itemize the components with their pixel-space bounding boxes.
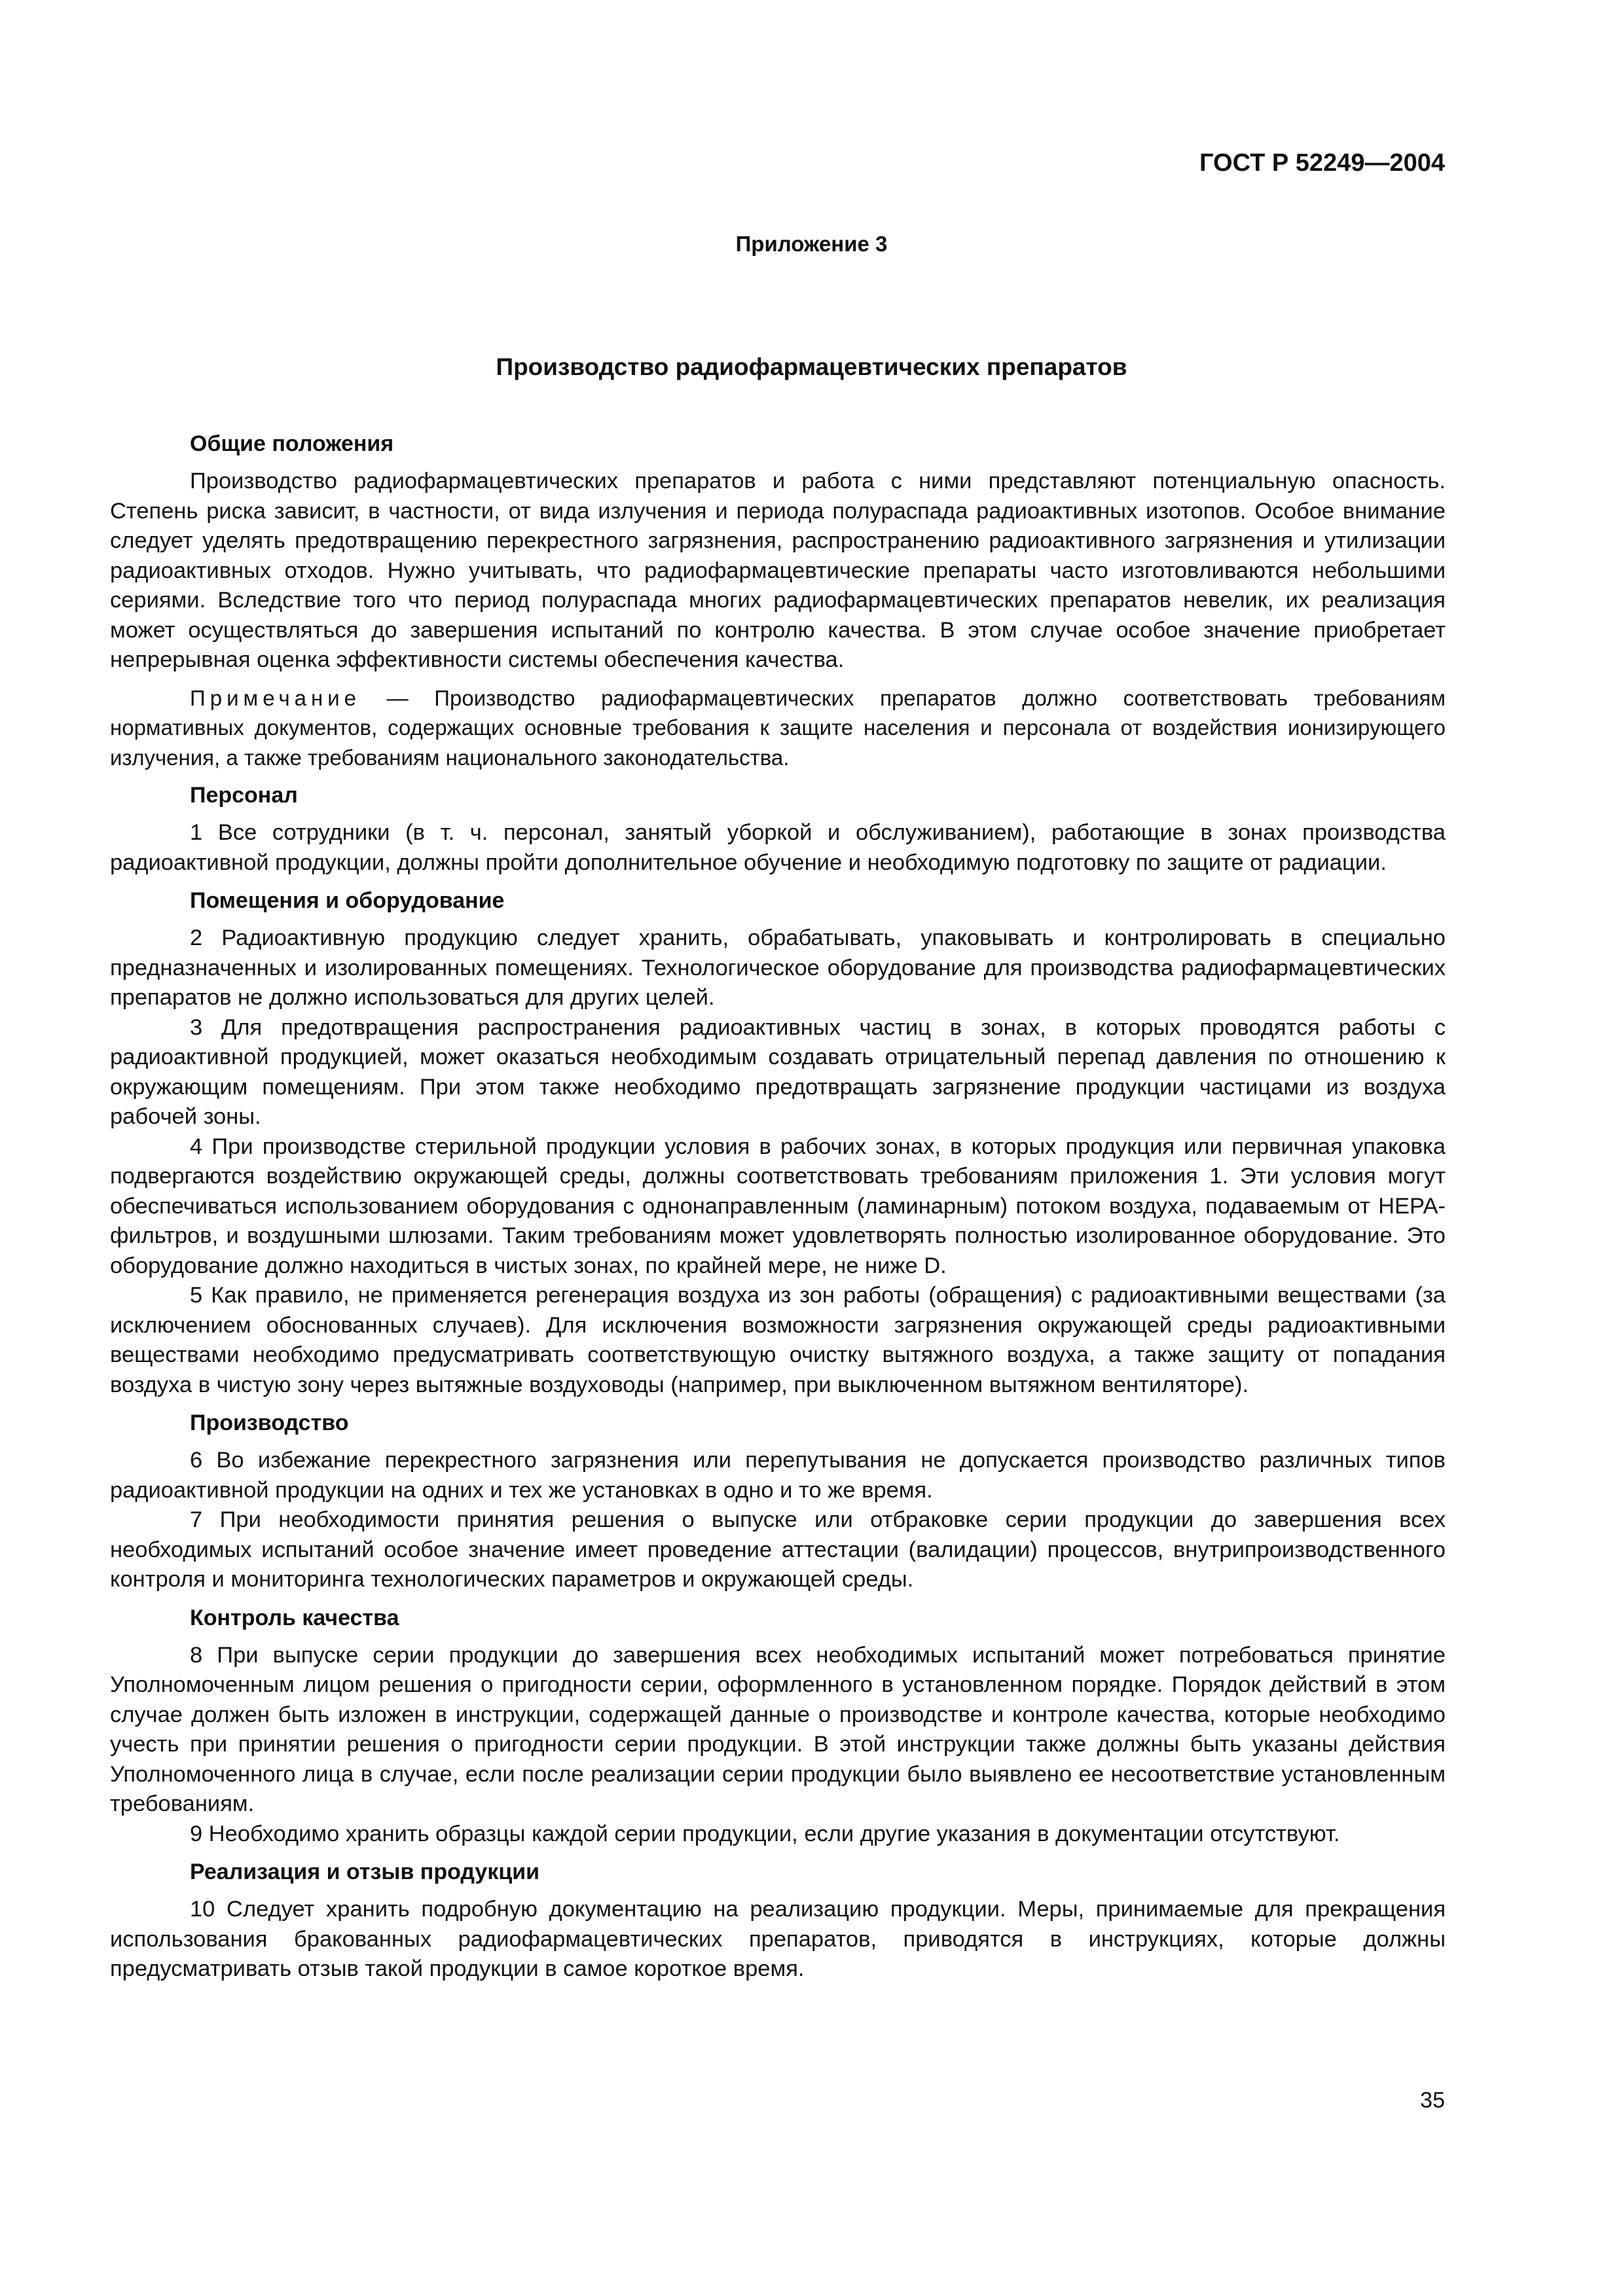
document-title: Производство радиофармацевтических препаратов: [496, 353, 1127, 380]
clause-7: 7 При необходимости принятия решения о выпуске или отбраковке серии продукции до завершения всех необходимых испытаний особое значение имеет проведение аттестации (валидации) процессов, внутрипроизводственного контроля и мониторинга технологических параметров и окружающей среды.: [110, 1507, 1446, 1592]
section-heading: Производство: [190, 1410, 349, 1435]
section-general: [110, 429, 1446, 772]
section-heading: Персонал: [190, 783, 298, 808]
appendix-label: Приложение 3: [735, 232, 888, 256]
section-heading: Контроль качества: [190, 1605, 399, 1630]
section-heading: Общие положения: [190, 431, 394, 456]
clause-3: 3 Для предотвращения распространения радиоактивных частиц в зонах, в которых проводятся работы с радиоактивной продукцией, может оказаться необходимым создавать отрицательный перепад давления по отношению к окружающим помещениям. При этом также необходимо предотвращать загрязнение продукции частицами из воздуха рабочей зоны.: [110, 1014, 1446, 1129]
section-quality: [110, 1603, 1446, 1850]
clause-9: 9 Необходимо хранить образцы каждой серии продукции, если другие указания в документации отсутствуют.: [190, 1821, 1340, 1846]
clause-4: 4 При производстве стерильной продукции условия в рабочих зонах, в которых продукция или первичная упаковка подвергаются воздействию окружающей среды, должны соответствовать требованиям приложения 1. Эти условия могут обеспечиваться использованием оборудования с однонаправленным (ламинарным) потоком воздуха, подаваемым от HEPA-фильтров, и воздушными шлюзами. Таким требованиям может удовлетворять полностью изолированное оборудование. Это оборудование должно находиться в чистых зонах, по крайней мере, не ниже D.: [110, 1134, 1446, 1278]
clause-5: 5 Как правило, не применяется регенерация воздуха из зон работы (обращения) с радиоактивными веществами (за исключением обоснованных случаев). Для исключения возможности загрязнения окружающей среды радиоактивными веществами необходимо предусматривать соответствующую очистку вытяжного воздуха, а также защиту от попадания воздуха в чистую зону через вытяжные воздуховоды (например, при выключенном вытяжном вентиляторе).: [110, 1283, 1446, 1397]
section-heading: Реализация и отзыв продукции: [190, 1859, 540, 1884]
note-label: Примечание: [190, 685, 361, 710]
section-personnel: [110, 780, 1446, 878]
paragraph: Производство радиофармацевтических препаратов и работа с ними представляют потенциальную опасность. Степень риска зависит, в частности, от вида излучения и периода полураспада радиоактивных изотопов. Особое внимание следует уделять предотвращению перекрестного загрязнения, распространению радиоактивного загрязнения и утилизации радиоактивных отходов. Нужно учитывать, что радиофармацевтические препараты часто изготовливаются небольшими сериями. Вследствие того что период полураспада многих радиофармацевтических препаратов невелик, их реализация может осуществляться до завершения испытаний по контролю качества. В этом случае особое значение приобретает непрерывная оценка эффективности системы обеспечения качества.: [110, 469, 1446, 672]
note-paragraph: [110, 683, 1446, 773]
clause-10: 10 Следует хранить подробную документацию на реализацию продукции. Меры, принимаемые для прекращения использования бракованных радиофармацевтических препаратов, приводятся в инструкциях, которые должны предусматривать отзыв такой продукции в самое короткое время.: [110, 1897, 1446, 1981]
clause-1: 1 Все сотрудники (в т. ч. персонал, занятый уборкой и обслуживанием), работающие в зонах производства радиоактивной продукции, должны пройти дополнительное обучение и необходимую подготовку по защите от радиации.: [110, 820, 1446, 875]
section-distribution: [110, 1857, 1446, 1984]
standard-code: ГОСТ Р 52249—2004: [1199, 149, 1445, 177]
clause-6: 6 Во избежание перекрестного загрязнения или перепутывания не допускается производство различных типов радиоактивной продукции на одних и тех же установках в одно и то же время.: [110, 1448, 1446, 1503]
section-production: [110, 1408, 1446, 1595]
section-heading: Помещения и оборудование: [190, 888, 505, 913]
page-number: 35: [1420, 2088, 1445, 2113]
document-body: [110, 429, 1446, 1984]
section-premises: [110, 886, 1446, 1400]
clause-8: 8 При выпуске серии продукции до завершения всех необходимых испытаний может потребоваться принятие Уполномоченным лицом решения о пригодности серии, оформленного в установленном порядке. Порядок действий в этом случае должен быть изложен в инструкции, содержащей данные о производстве и контроле качества, которые необходимо учесть при принятии решения о пригодности серии продукции. В этой инструкции также должны быть указаны действия Уполномоченного лица в случае, если после реализации серии продукции было выявлено ее несоответствие установленным требованиям.: [110, 1642, 1446, 1816]
note-text: — Производство радиофармацевтических препаратов должно соответствовать требованиям нормативных документов, содержащих основные требования к защите населения и персонала от воздействия ионизирующего излучения, а также требованиям национального законодательства.: [110, 685, 1446, 770]
clause-2: 2 Радиоактивную продукцию следует хранить, обрабатывать, упаковывать и контролировать в специально предназначенных и изолированных помещениях. Технологическое оборудование для производства радиофармацевтических препаратов не должно использоваться для других целей.: [110, 925, 1446, 1010]
